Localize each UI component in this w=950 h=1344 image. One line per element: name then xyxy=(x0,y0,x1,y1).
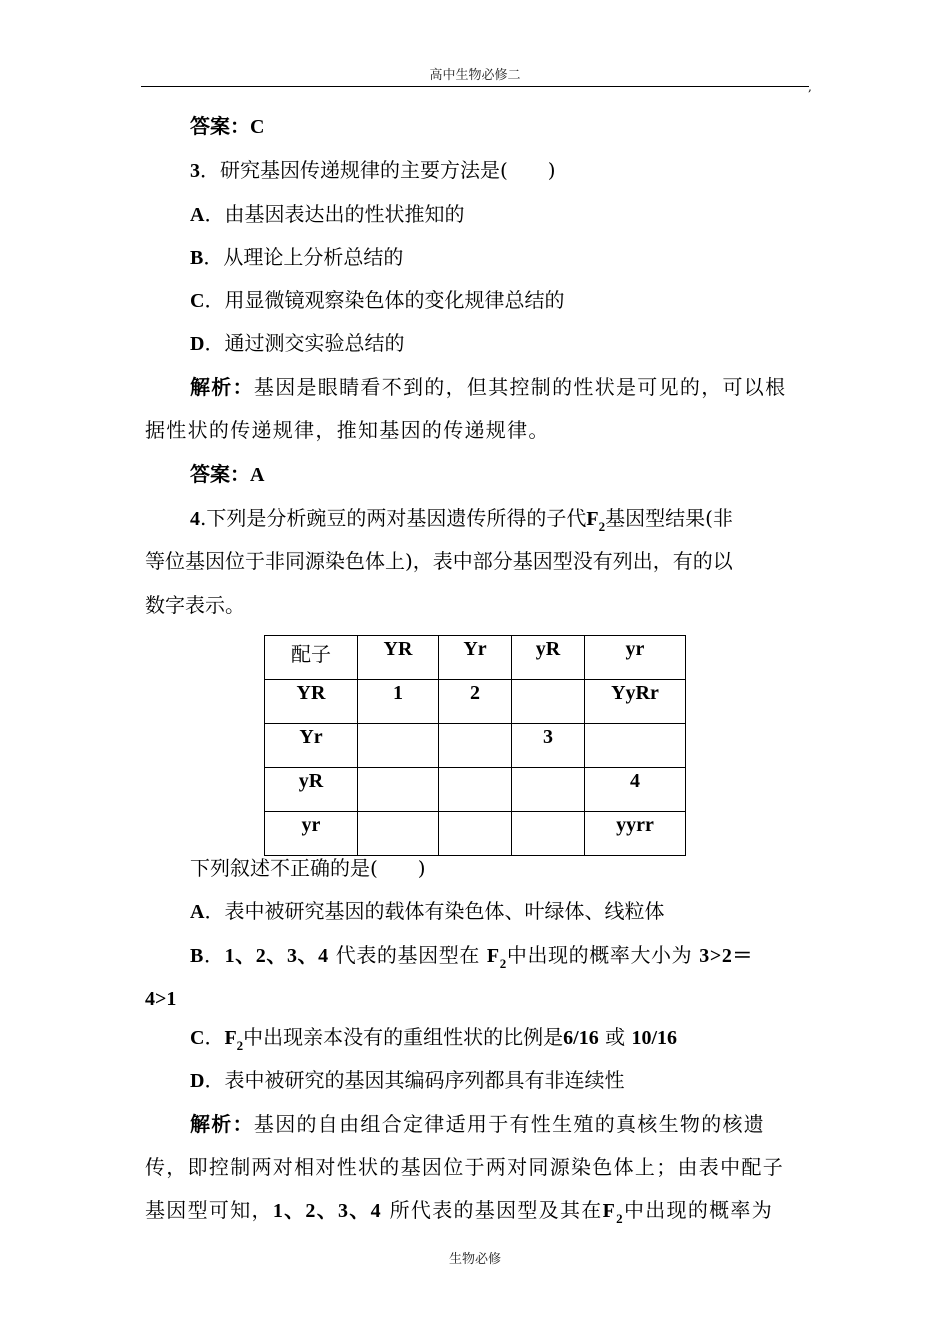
option-text: 代表的基因型在 xyxy=(335,943,480,967)
page-header: 高中生物必修二 xyxy=(429,68,521,83)
question-4-stem-line-1: 4.下列是分析豌豆的两对基因遗传所得的子代$F_2$基因型结果(非 xyxy=(190,506,733,534)
option-text: 从理论上分析总结的 xyxy=(223,245,404,269)
table-corner-cell: 配子 xyxy=(265,636,358,680)
table-cell xyxy=(358,724,439,768)
option-letter: C xyxy=(190,290,205,312)
question-4-stem-line-3: 数字表示。 xyxy=(145,593,245,617)
analysis-text: 所代表的基因型及其在 xyxy=(389,1198,603,1222)
option-letter: D xyxy=(190,333,205,355)
q4-analysis-line-1 xyxy=(190,1112,765,1137)
question-text: 基因型结果(非 xyxy=(605,506,733,530)
option-letter: A xyxy=(190,901,205,923)
option-letter: C xyxy=(190,1027,205,1049)
column-header: yR xyxy=(512,636,585,680)
option-text: 用显微镜观察染色体的变化规律总结的 xyxy=(224,288,565,312)
table-cell xyxy=(439,768,512,812)
q3-analysis-line-2: 据性状的传递规律，推知基因的传递规律。 xyxy=(145,418,550,442)
analysis-text: 基因是眼睛看不到的，但其控制的性状是可见的，可以根 xyxy=(253,375,787,399)
option-text: 表中被研究基因的载体有染色体、叶绿体、线粒体 xyxy=(224,899,665,923)
q3-answer xyxy=(190,462,264,487)
option-text: 中出现亲本没有的重组性状的比例是 xyxy=(243,1025,564,1049)
generation-symbol: F xyxy=(586,508,599,530)
analysis-text: 基因的自由组合定律适用于有性生殖的真核生物的核遗 xyxy=(253,1112,766,1136)
option-ratio: 4>1 xyxy=(145,988,177,1010)
punnett-table xyxy=(264,635,686,856)
option-text: 或 xyxy=(605,1025,626,1049)
header-rule xyxy=(141,86,809,87)
row-header: yR xyxy=(265,768,358,812)
column-header: YR xyxy=(358,636,439,680)
q3-analysis-line-1 xyxy=(190,375,786,400)
analysis-label: 解析： xyxy=(190,377,254,399)
table-cell xyxy=(512,768,585,812)
q4-question: 下列叙述不正确的是( ) xyxy=(190,856,426,880)
question-number: 4 xyxy=(190,508,200,530)
question-text: 研究基因传递规律的主要方法是( ) xyxy=(220,158,556,182)
q4-option-c: C．$F_2$中出现亲本没有的重组性状的比例是6/16 或 10/16 xyxy=(190,1025,678,1053)
generation-symbol: F xyxy=(224,1027,237,1049)
option-value: 10/16 xyxy=(631,1027,678,1049)
generation-subscript: 2 xyxy=(499,956,507,971)
option-text: 表中被研究的基因其编码序列都具有非连续性 xyxy=(224,1068,625,1092)
table-cell: 1 xyxy=(358,680,439,724)
page-footer: 生物必修 xyxy=(448,1252,501,1267)
generation-subscript: 2 xyxy=(236,1038,244,1053)
table-cell xyxy=(585,724,686,768)
answer-value: A xyxy=(250,464,265,486)
generation-subscript: 2 xyxy=(616,1211,624,1226)
table-header-row xyxy=(265,636,686,680)
analysis-numbers: 1、2、3、4 xyxy=(272,1200,382,1222)
option-letter: A xyxy=(190,204,205,226)
q4-analysis-line-2: 传，即控制两对相对性状的基因位于两对同源染色体上；由表中配子 xyxy=(145,1155,784,1179)
table-row xyxy=(265,768,686,812)
option-text: 由基因表达出的性状推知的 xyxy=(224,202,465,226)
row-header: yr xyxy=(265,812,358,856)
question-3-stem: 3．研究基因传递规律的主要方法是( ) xyxy=(190,158,556,182)
row-header: YR xyxy=(265,680,358,724)
table-cell: YyRr xyxy=(585,680,686,724)
generation-symbol: F xyxy=(486,945,500,967)
table-cell: yyrr xyxy=(585,812,686,856)
generation-subscript: 2 xyxy=(598,519,606,534)
question-text: 下列是分析豌豆的两对基因遗传所得的子代 xyxy=(206,506,587,530)
q4-analysis-line-3 xyxy=(145,1198,773,1225)
option-text: 中出现的概率大小为 xyxy=(506,943,693,967)
table-cell xyxy=(358,812,439,856)
option-numbers: 1、2、3、4 xyxy=(224,945,329,967)
q3-option-a: A．由基因表达出的性状推知的 xyxy=(190,202,465,226)
q3-option-b: B．从理论上分析总结的 xyxy=(190,245,404,269)
header-mark: , xyxy=(808,80,812,94)
q3-option-c: C．用显微镜观察染色体的变化规律总结的 xyxy=(190,288,565,312)
table-row xyxy=(265,724,686,768)
q3-option-d: D．通过测交实验总结的 xyxy=(190,331,405,355)
option-ratio: 3>2＝ xyxy=(699,945,754,967)
table-cell xyxy=(512,680,585,724)
analysis-text: 基因型可知， xyxy=(145,1198,273,1222)
option-letter: B xyxy=(190,945,204,967)
analysis-text: 中出现的概率为 xyxy=(623,1198,774,1222)
table-row xyxy=(265,812,686,856)
generation-symbol: F xyxy=(602,1200,617,1222)
q4-option-b-cont xyxy=(145,986,176,1011)
table-cell: 3 xyxy=(512,724,585,768)
option-value: 6/16 xyxy=(563,1027,599,1049)
table-cell: 4 xyxy=(585,768,686,812)
question-number: 3 xyxy=(190,160,200,182)
table-row xyxy=(265,680,686,724)
q4-option-a: A．表中被研究基因的载体有染色体、叶绿体、线粒体 xyxy=(190,899,665,923)
column-header: Yr xyxy=(439,636,512,680)
q4-option-b: B．1、2、3、4 代表的基因型在 $F_2$中出现的概率大小为 3>2＝ xyxy=(190,943,754,971)
option-text: 通过测交实验总结的 xyxy=(224,331,405,355)
answer-label: 答案： xyxy=(190,116,250,138)
analysis-label: 解析： xyxy=(190,1114,254,1136)
answer-label: 答案： xyxy=(190,464,250,486)
table-cell: 2 xyxy=(439,680,512,724)
table-cell xyxy=(439,812,512,856)
answer-value: C xyxy=(250,116,265,138)
table-cell xyxy=(512,812,585,856)
option-letter: D xyxy=(190,1070,205,1092)
table-cell xyxy=(358,768,439,812)
column-header: yr xyxy=(585,636,686,680)
row-header: Yr xyxy=(265,724,358,768)
option-letter: B xyxy=(190,247,204,269)
table-cell xyxy=(439,724,512,768)
q4-option-d: D．表中被研究的基因其编码序列都具有非连续性 xyxy=(190,1068,625,1092)
question-4-stem-line-2: 等位基因位于非同源染色体上)，表中部分基因型没有列出，有的以 xyxy=(145,549,733,573)
prev-answer xyxy=(190,114,264,139)
